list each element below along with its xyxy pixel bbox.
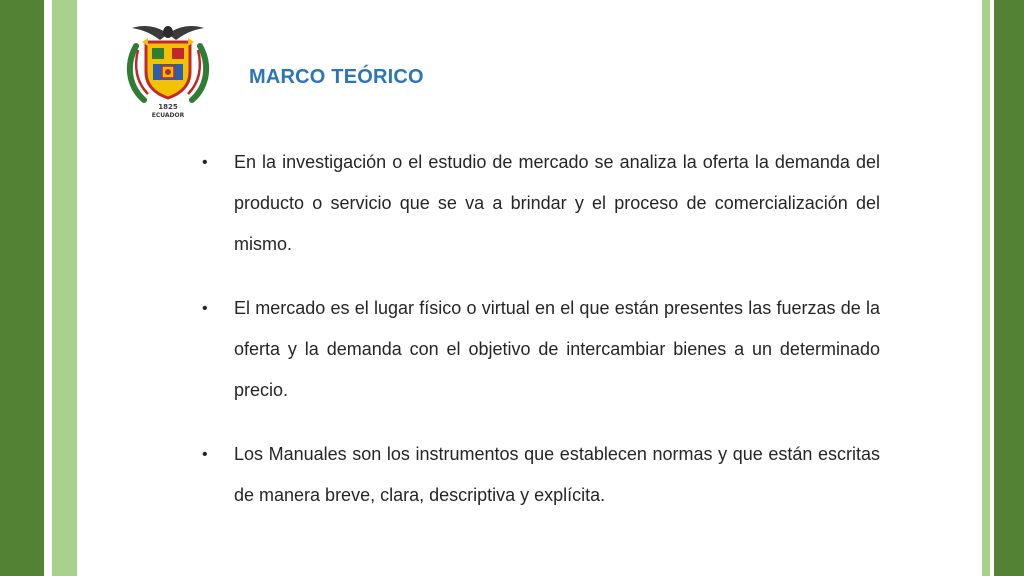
bullet-icon: •: [202, 446, 208, 463]
right-dark-green-bar: [994, 0, 1024, 576]
bullet-text: Los Manuales son los instrumentos que establecen normas y que están escritas de manera breve, clara, descriptiva y explícita.: [234, 444, 880, 505]
slide-title: MARCO TEÓRICO: [249, 66, 424, 88]
bullet-icon: •: [202, 300, 208, 317]
emblem-year-text: 1825: [158, 103, 178, 111]
bullet-item: [198, 142, 880, 265]
bullet-item: [198, 288, 880, 411]
bullet-list: [198, 142, 880, 539]
left-dark-green-bar: [0, 0, 44, 576]
bullet-item: [198, 434, 880, 516]
coat-of-arms-icon: [122, 20, 214, 120]
bullet-text: El mercado es el lugar físico o virtual en el que están presentes las fuerzas de la oferta y la demanda con el objetivo de intercambiar bienes a un determinado precio.: [234, 298, 880, 400]
bullet-text: En la investigación o el estudio de mercado se analiza la oferta la demanda del producto o servicio que se va a brindar y el proceso de comercialización del mismo.: [234, 152, 880, 254]
emblem-country-text: ECUADOR: [151, 112, 185, 119]
left-light-green-bar: [52, 0, 77, 576]
bullet-icon: •: [202, 154, 208, 171]
right-light-green-bar: [982, 0, 990, 576]
